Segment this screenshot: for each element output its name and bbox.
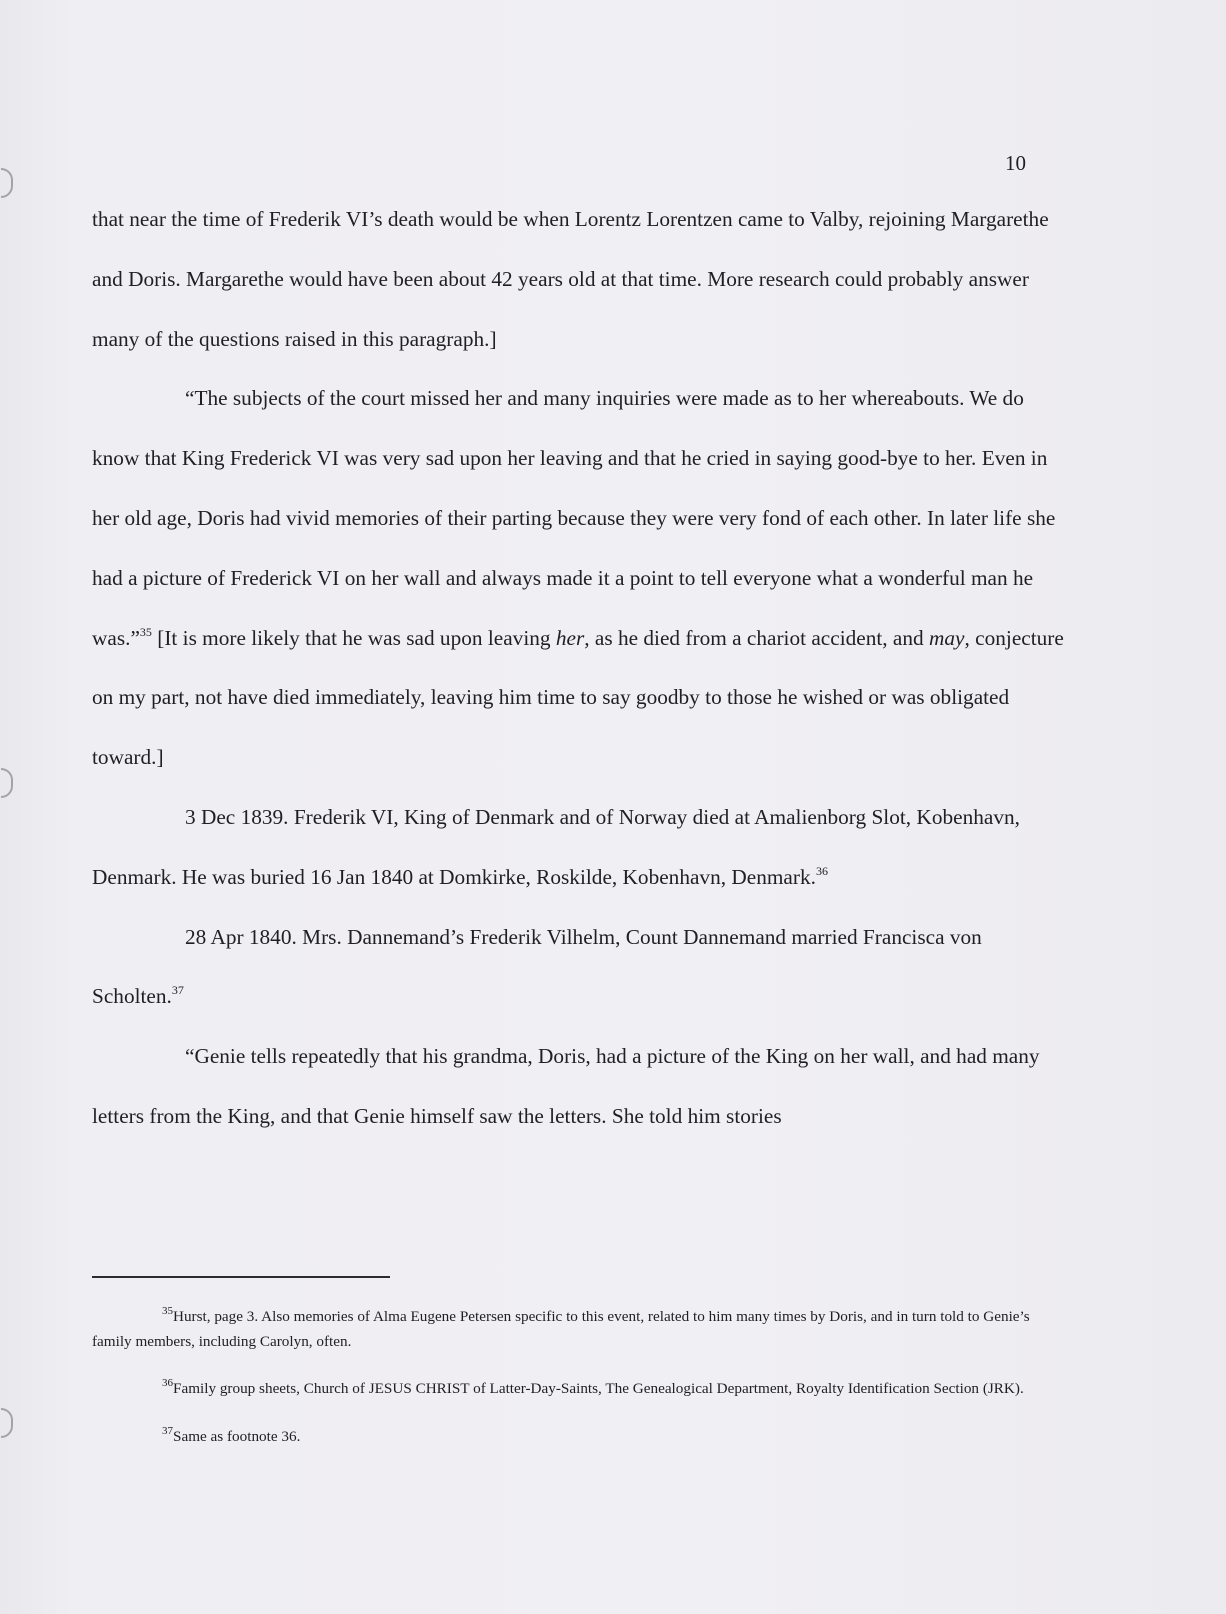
footnote-number: 36 [162, 1377, 173, 1389]
paragraph-quote-genie: “Genie tells repeatedly that his grandma, Doris, had a picture of the King on her wall, and had many letters from the King, and that Genie himself saw the letters. She told him stories [92, 1044, 1040, 1128]
footnote-text: Hurst, page 3. Also memories of Alma Eugene Petersen specific to this event, related to him many times by Doris, and in turn told to Genie’s family members, including Carolyn, often. [92, 1308, 1030, 1350]
paragraph-quote-court [92, 369, 1072, 788]
paragraph-text: 3 Dec 1839. Frederik VI, King of Denmark and of Norway died at Amalienborg Slot, Kobenhavn, Denmark. He was buried 16 Jan 1840 at Domkirke, Roskilde, Kobenhavn, Denmark. [92, 804, 1020, 889]
paragraph-death-1839 [92, 788, 1072, 908]
paragraph-text: 28 Apr 1840. Mrs. Dannemand’s Frederik Vilhelm, Count Dannemand married Francisca von Scholten. [92, 924, 982, 1009]
binder-hole-mark [1, 1408, 13, 1438]
page-number: 10 [1005, 151, 1026, 175]
paragraph-continuation: that near the time of Frederik VI’s death would be when Lorentz Lorentzen came to Valby, rejoining Margarethe and Doris. Margarethe would have been about 42 years old at that time. More research could probably answer many of the questions raised in this paragraph.] [92, 207, 1049, 351]
paragraph-text: “The subjects of the court missed her and many inquiries were made as to her whereabouts. We do know that King Frederick VI was very sad upon her leaving and that he cried in saying good-bye to her. Even in her old age, Doris had vivid memories of their parting because they were very fond of each other. In later life she had a picture of Frederick VI on her wall and always made it a point to tell everyone what a wonderful man he was.” [92, 386, 1056, 650]
binder-hole-mark [1, 168, 13, 198]
footnote-number: 37 [162, 1424, 173, 1437]
footnote-37 [92, 1425, 1067, 1450]
paragraph-text: , as he died from a chariot accident, and [584, 625, 930, 650]
emphasis-text: may [929, 625, 965, 650]
body-text [92, 190, 1072, 1147]
binder-hole-mark [1, 768, 13, 798]
emphasis-text: her [555, 625, 585, 650]
footnote-35 [92, 1305, 1067, 1354]
footnote-36 [92, 1377, 1067, 1402]
footnote-ref: 37 [171, 983, 184, 998]
footnote-separator [92, 1276, 390, 1278]
paragraph-text: , conjecture on my part, not have died immediately, leaving him time to say goodby to those he wished or was obligated toward.] [92, 625, 1064, 770]
footnote-text: Family group sheets, Church of JESUS CHRIST of Latter-Day-Saints, The Genealogical Department, Royalty Identification Section (JRK). [173, 1380, 1024, 1397]
footnote-text: Same as footnote 36. [173, 1427, 301, 1445]
paragraph-marriage-1840 [92, 908, 1072, 1028]
footnote-ref: 36 [815, 863, 828, 878]
footnotes [92, 1305, 1067, 1472]
footnote-ref: 35 [139, 624, 152, 639]
paragraph-text: [It is more likely that he was sad upon leaving [151, 625, 556, 650]
footnote-number: 35 [162, 1305, 173, 1317]
